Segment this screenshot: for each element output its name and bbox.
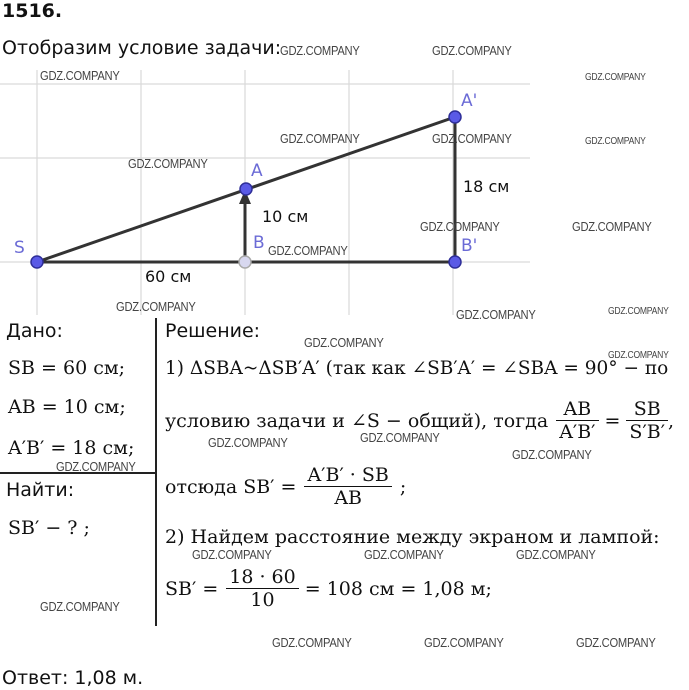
label-a1: A'	[461, 91, 478, 111]
watermark: GDZ.COMPANY	[272, 635, 352, 650]
watermark: GDZ.COMPANY	[40, 68, 120, 83]
watermark: GDZ.COMPANY	[360, 430, 440, 445]
watermark: GDZ.COMPANY	[420, 219, 500, 234]
solution-heading: Решение:	[165, 320, 261, 342]
watermark: GDZ.COMPANY	[192, 547, 272, 562]
watermark: GDZ.COMPANY	[280, 43, 360, 58]
point-b	[239, 256, 251, 268]
watermark: GDZ.COMPANY	[608, 306, 669, 317]
fraction-calc: $\frac{18 \cdot 60}{10}$	[226, 566, 298, 611]
watermark: GDZ.COMPANY	[432, 43, 512, 58]
watermark: GDZ.COMPANY	[432, 131, 512, 146]
find-sb1: SB′ − ? ;	[8, 517, 90, 539]
intro-text: Отобразим условие задачи:	[2, 37, 282, 59]
watermark: GDZ.COMPANY	[512, 447, 592, 462]
watermark: GDZ.COMPANY	[364, 547, 444, 562]
fraction-sb-s1b1: $\frac{SB}{S'B'}$	[626, 398, 668, 443]
triangle-diagram	[0, 70, 530, 315]
step1-text: условию задачи и ∠S − общий), тогда	[165, 409, 549, 432]
watermark: GDZ.COMPANY	[40, 599, 120, 614]
watermark: GDZ.COMPANY	[304, 335, 384, 350]
watermark: GDZ.COMPANY	[56, 459, 136, 474]
label-a: A	[251, 161, 263, 181]
watermark: GDZ.COMPANY	[608, 350, 669, 361]
watermark: GDZ.COMPANY	[424, 635, 504, 650]
point-a	[240, 183, 252, 195]
point-s	[31, 256, 43, 268]
label-b1: B'	[461, 236, 478, 256]
find-heading: Найти:	[6, 479, 75, 501]
label-ab: 10 см	[262, 207, 309, 226]
answer: Ответ: 1,08 м.	[2, 667, 144, 689]
fraction-ab-a1b1: $\frac{AB}{A'B'}$	[556, 398, 598, 443]
watermark: GDZ.COMPANY	[585, 72, 646, 83]
label-sb: 60 см	[145, 267, 192, 286]
label-a1b1: 18 см	[463, 177, 510, 196]
solution-step1-line2: условию задачи и ∠S − общий), тогда $\frac{AB}{A'B'}$ = $\frac{SB}{S'B'}$ ,	[165, 398, 675, 443]
watermark: GDZ.COMPANY	[456, 307, 536, 322]
grid	[0, 70, 530, 315]
label-s: S	[14, 238, 25, 258]
watermark: GDZ.COMPANY	[585, 136, 646, 147]
solution-calc: SB′ = $\frac{18 \cdot 60}{10}$ = 108 см = 1,08 м;	[165, 566, 492, 611]
problem-number: 1516.	[2, 0, 63, 22]
solution-step1-line1: 1) ΔSBA~ΔSB′A′ (так как ∠SB′A′ = ∠SBA = 90° − по	[165, 358, 669, 379]
given-sb: SB = 60 см;	[8, 357, 126, 379]
fraction-formula: $\frac{A'B' \cdot SB}{AB}$	[304, 464, 391, 509]
watermark: GDZ.COMPANY	[516, 547, 596, 562]
given-a1b1: A′B′ = 18 см;	[8, 437, 135, 459]
given-ab: AB = 10 см;	[8, 396, 126, 418]
point-a1	[449, 111, 461, 123]
solution-step1-line3: отсюда SB′ = $\frac{A'B' \cdot SB}{AB}$ ;	[165, 464, 407, 509]
solution-step2: 2) Найдем расстояние между экраном и лампой:	[165, 526, 660, 548]
watermark: GDZ.COMPANY	[280, 131, 360, 146]
step1-result-label: отсюда SB′ =	[165, 475, 297, 498]
label-b: B	[253, 233, 265, 253]
watermark: GDZ.COMPANY	[572, 219, 652, 234]
given-heading: Дано:	[6, 320, 63, 342]
watermark: GDZ.COMPANY	[268, 243, 348, 258]
watermark: GDZ.COMPANY	[576, 635, 656, 650]
point-b1	[449, 256, 461, 268]
watermark: GDZ.COMPANY	[116, 299, 196, 314]
watermark: GDZ.COMPANY	[128, 156, 208, 171]
watermark: GDZ.COMPANY	[208, 435, 288, 450]
